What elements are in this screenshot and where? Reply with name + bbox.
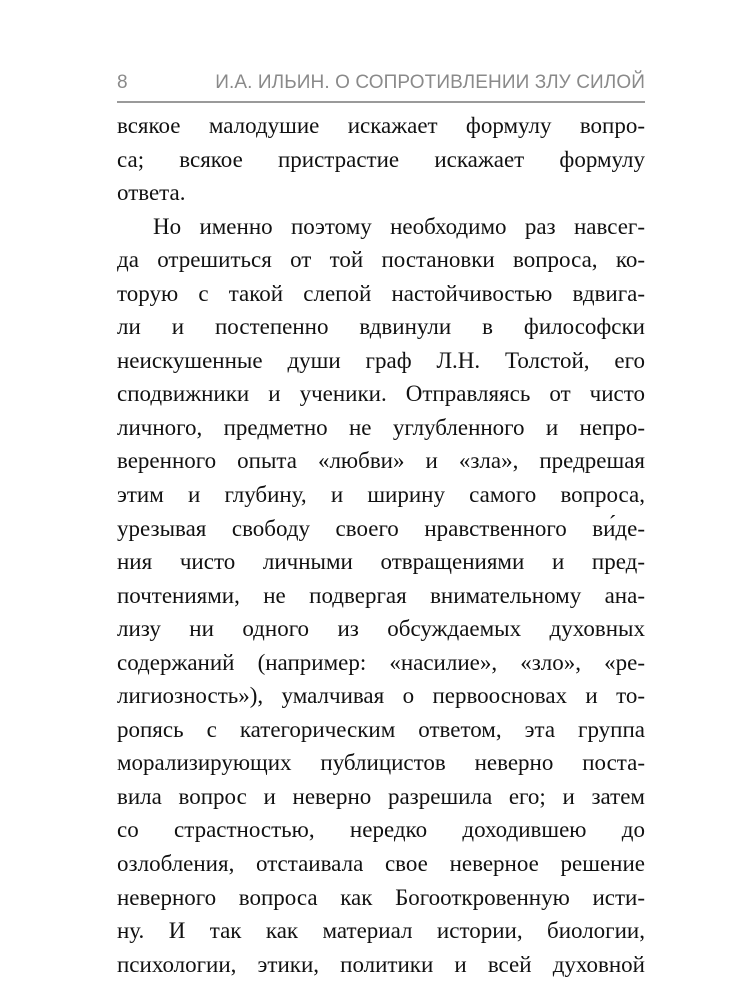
text-line: са; всякое пристрастие искажает формулу bbox=[117, 146, 645, 172]
text-line: лигиозность»), умалчивая о первоосновах и то- bbox=[117, 683, 645, 709]
text-line: ну. И так как материал истории, биологии, bbox=[117, 918, 645, 944]
text-line: психологии, этики, политики и всей духовной bbox=[117, 951, 645, 977]
text-line: со страстностью, нередко доходившею до bbox=[117, 817, 645, 843]
text-line: веренного опыта «любви» и «зла», предрешая bbox=[117, 448, 645, 474]
text-line: морализирующих публицистов неверно поста- bbox=[117, 750, 645, 776]
running-head bbox=[117, 72, 645, 98]
text-line: ответа. bbox=[117, 180, 186, 206]
text-line: урезывая свободу своего нравственного ви́де- bbox=[117, 515, 645, 541]
header-rule bbox=[117, 101, 645, 103]
text-line: содержаний (например: «насилие», «зло», «ре- bbox=[117, 649, 645, 675]
text-line: ния чисто личными отвращениями и пред- bbox=[117, 549, 645, 575]
text-line: лизу ни одного из обсуждаемых духовных bbox=[117, 616, 645, 642]
text-line: всякое малодушие искажает формулу вопро- bbox=[117, 113, 645, 138]
text-line: неискушенные души граф Л.Н. Толстой, его bbox=[117, 347, 645, 373]
text-line: да отрешиться от той постановки вопроса, ко- bbox=[117, 247, 645, 273]
page-number: 8 bbox=[117, 72, 128, 93]
text-line: озлобления, отстаивала свое неверное решение bbox=[117, 851, 645, 877]
body-text bbox=[117, 109, 645, 981]
text-line: личного, предметно не углубленного и непро- bbox=[117, 414, 645, 440]
text-line: почтениями, не подвергая внимательному ана- bbox=[117, 582, 645, 608]
text-line: торую с такой слепой настойчивостью вдвига- bbox=[117, 280, 645, 306]
text-line: вила вопрос и неверно разрешила его; и затем bbox=[117, 783, 645, 809]
text-line: сподвижники и ученики. Отправляясь от чисто bbox=[117, 381, 645, 407]
text-line: неверного вопроса как Богооткровенную исти- bbox=[117, 884, 645, 910]
text-line: ли и постепенно вдвинули в философски bbox=[117, 314, 645, 340]
text-line: ропясь с категорическим ответом, эта группа bbox=[117, 716, 645, 742]
running-title: И.А. ИЛЬИН. О СОПРОТИВЛЕНИИ ЗЛУ СИЛОЙ bbox=[215, 72, 645, 93]
text-line: Но именно поэтому необходимо раз навсег- bbox=[153, 213, 645, 239]
text-line: этим и глубину, и ширину самого вопроса, bbox=[117, 482, 645, 508]
